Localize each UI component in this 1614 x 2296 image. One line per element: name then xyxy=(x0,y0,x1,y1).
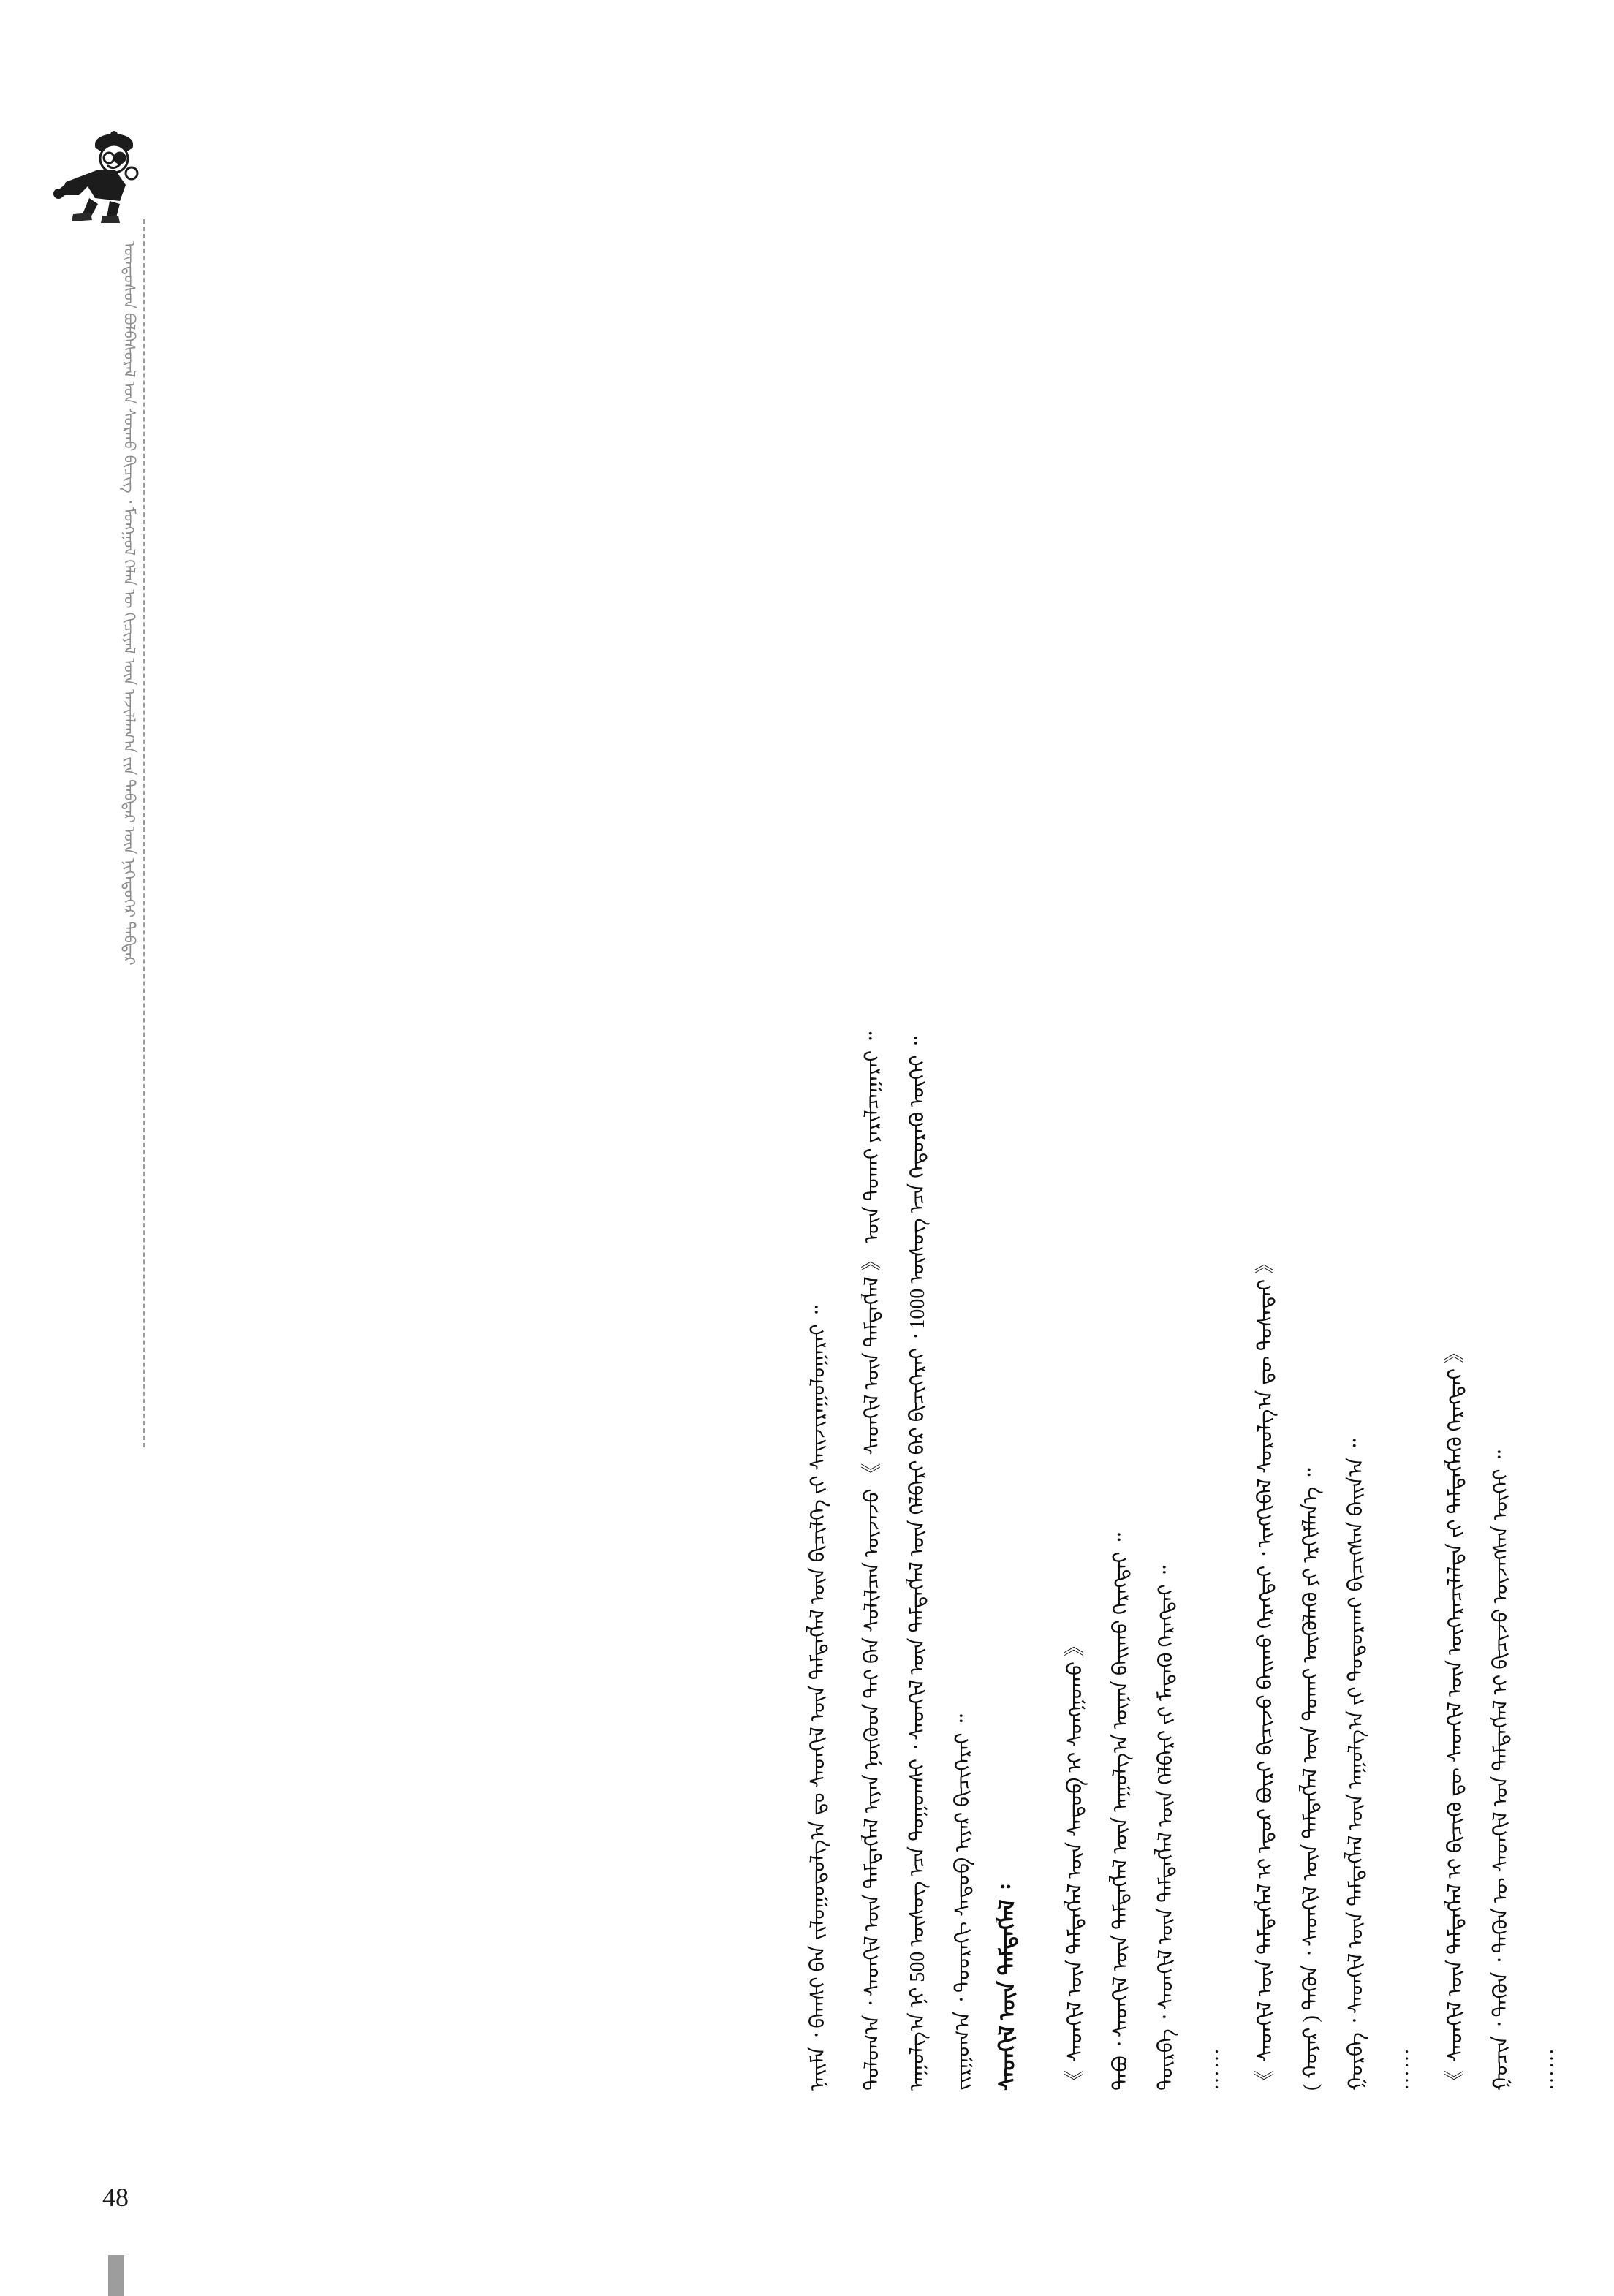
text-line: ( ᠬᠣᠶᠠᠷ ) ᠲᠡᠭᠦᠨ ᠂ ᠰᠡᠳᠬᠢᠯ ᠦᠨ ᠲᠡᠮᠳᠡᠭᠯᠡᠯ ᠦᠨ ᠲᠤᠬᠠᠢ ᠥᠭᠦᠯᠡᠬᠦ ᠶᠢ ᠡᠷᠬᠢᠮᠯᠡᠨ᠎ᠡ ᠃ xyxy=(1300,1468,1322,2091)
side-running-head: ᠦᠨᠳᠦᠰᠦᠨ ᠪᠣᠯᠪᠠᠰᠤᠷᠠᠯ ᠤᠨ ᠰᠤᠷᠬᠤ ᠪᠢᠴᠢᠭ᠌ ᠂ ᠮᠣᠩᠭᠣᠯ ᠬᠡᠯᠡᠨ ᠦ ᠬᠢᠴᠢᠶᠡᠯ ᠦᠨ ᠠᠵᠢᠯᠯᠠᠭ᠎ᠠ ᠵᠢᠨ ᠳᠡᠪᠲᠡᠷ ᠦᠨ ᠨᠢᠭᠡᠳᠦᠭᠡᠷ ᠳᠡᠪᠲᠡᠷ xyxy=(121,241,138,966)
text-line: …… xyxy=(1390,2047,1413,2091)
section-heading: ᠰᠡᠳᠬᠢᠯ ᠦᠨ ᠲᠡᠮᠳᠡᠭᠯᠡᠯ ᠄ xyxy=(996,1884,1020,2091)
text-line: ᠠᠭᠤᠯᠭ᠎ᠠ ᠨᠢ 500 ᠦᠰᠦᠭ ᠡᠴᠡ ᠳᠣᠭᠣᠭᠰᠢ ᠂ ᠰᠡᠳᠬᠢᠯ ᠦᠨ ᠲᠡᠮᠳᠡᠭᠯᠡᠯ ᠦᠨ ᠬᠡᠯᠪᠡᠷᠢ ᠪᠡᠷ ᠪᠢᠴᠢᠭᠡᠷᠡᠢ ᠂ 1000 ᠦᠰᠦᠭ ᠡᠴᠡ ᠬᠡᠲᠦᠷᠡᠬᠦ ᠦᠭᠡᠢ ᠃ xyxy=(906,1036,929,2091)
text-line: ᠭᠣᠴᠢᠨ ᠂ ᠲᠡᠭᠦᠨ ᠂ ᠲᠡᠭᠦᠨ ᠦ ᠰᠡᠳᠬᠢᠯ ᠤᠨ ᠲᠡᠮᠳᠡᠭᠯᠡᠯ ᠢ ᠪᠢᠴᠢᠵᠦ ᠦᠵᠡᠭᠰᠡᠨ ᠦᠭᠡᠢ ᠃ xyxy=(1490,1450,1512,2091)
text-line: …… xyxy=(1200,2047,1223,2091)
column-spacer xyxy=(1019,219,1041,2091)
vertical-text-body xyxy=(183,219,1557,2091)
text-line: …… xyxy=(1535,2047,1558,2091)
text-line: ᠵᠢᠷᠭᠤᠭ᠎ᠠ ᠂ ᠳᠣᠣᠷᠠᠬᠢ ᠰᠡᠳᠦᠪ ᠢᠶᠡᠷ ᠪᠢᠴᠢᠭᠡᠷᠡᠢ ᠃ xyxy=(952,1714,974,2091)
page-edge-mark xyxy=(108,2255,124,2296)
text-line: ᠲᠠᠪᠤ ᠂ ᠰᠡᠳᠬᠢᠯ ᠦᠨ ᠲᠡᠮᠳᠡᠭᠯᠡᠯ ᠦᠨ ᠠᠭᠤᠯᠭ᠎ᠠ ᠦᠨᠡᠨ ᠪᠠᠢᠬᠤ ᠬᠡᠷᠡᠭᠲᠡᠢ ᠃ xyxy=(1110,1533,1132,2091)
text-line: ᠨᠠᠢᠮᠠ ᠂ ᠪᠠᠭᠰᠢ ᠪᠠᠨ ᠵᠢᠯᠤᠭᠤᠳᠤᠯᠭ᠎ᠠ ᠳᠤ ᠰᠡᠳᠬᠢᠯ ᠦᠨ ᠲᠡᠮᠳᠡᠭᠯᠡᠯ ᠦᠨ ᠪᠢᠴᠢᠯᠭᠡ ᠵᠢ ᠰᠠᠢᠵᠢᠷᠠᠭᠤᠯᠤᠭᠠᠷᠠᠢ ᠃ xyxy=(807,1305,830,2091)
text-line: 《 ᠰᠡᠳᠬᠢᠯ ᠦᠨ ᠲᠡᠮᠳᠡᠭᠯᠡᠯ ᠦᠨ ᠰᠡᠳᠦᠪ ᠢ ᠰᠣᠩᠭᠣᠬᠤ 》 xyxy=(1064,1634,1087,2091)
text-line: ᠭᠤᠷᠪᠠ ᠂ ᠰᠡᠳᠬᠢᠯ ᠦᠨ ᠲᠡᠮᠳᠡᠭᠯᠡᠯ ᠦᠨ ᠠᠭᠤᠯᠭ᠎ᠠ ᠵᠢ ᠲᠣᠳᠣᠷᠬᠠᠢ ᠪᠢᠴᠢᠭᠰᠡᠨ ᠪᠠᠢᠨ᠎ᠠ ᠃ xyxy=(1345,1439,1368,2091)
text-line: ᠳᠥᠷᠪᠡ ᠂ ᠰᠡᠳᠬᠢᠯ ᠦᠨ ᠲᠡᠮᠳᠡᠭᠯᠡᠯ ᠦᠨ ᠬᠡᠯᠪᠡᠷᠢ ᠵᠢ ᠮᠡᠳᠡᠬᠦ ᠬᠡᠷᠡᠭᠲᠡᠢ ᠃ xyxy=(1155,1565,1178,2091)
page-number: 48 xyxy=(102,2183,129,2212)
boy-with-hat-and-glasses-illustration xyxy=(44,128,175,227)
text-line: 《 ᠰᠡᠳᠬᠢᠯ ᠦᠨ ᠲᠡᠮᠳᠡᠭᠯᠡᠯ ᠢ ᠡᠳᠦᠷ ᠪᠦᠷᠢ ᠪᠢᠴᠢᠵᠦ ᠪᠠᠢᠬᠤ ᠬᠡᠷᠡᠭᠲᠡᠢ ᠂ ᠢᠩᠭᠢᠪᠡᠯ ᠰᠤᠷᠤᠯᠭ᠎ᠠ ᠳᠦ ᠲᠤᠰᠠᠲᠠᠢ 》 xyxy=(1254,1251,1277,2091)
text-line: ᠳᠣᠯᠣᠭ᠎ᠠ ᠂ ᠰᠡᠳᠬᠢᠯ ᠦᠨ ᠲᠡᠮᠳᠡᠭᠯᠡᠯ ᠢᠶᠡᠨ ᠨᠥᠬᠦᠳ ᠲᠡᠢ ᠪᠡᠨ ᠰᠣᠯᠢᠯᠴᠠᠨ ᠦᠵᠡᠵᠦ 《 ᠰᠡᠳᠬᠢᠯ ᠦᠨ ᠲᠡᠮᠳᠡᠭᠯᠡᠯ 》 ᠦᠨ ᠲᠤᠬᠠᠢ ᠶᠠᠷᠢᠯᠴᠠᠭᠠᠷᠠᠢ ᠃ xyxy=(861,1031,884,2091)
text-line: 《 ᠰᠡᠳᠬᠢᠯ ᠦᠨ ᠲᠡᠮᠳᠡᠭᠯᠡᠯ ᠢ ᠪᠢᠴᠢᠬᠦ ᠳᠦ ᠰᠡᠳᠬᠢᠯ ᠦᠨ ᠦᠭᠡᠷᠡᠴᠢᠯᠡᠯᠲᠡ ᠵᠢ ᠲᠡᠮᠳᠡᠭᠯᠡᠬᠦ ᠬᠡᠷᠡᠭᠲᠡᠢ 》 xyxy=(1444,1341,1467,2091)
